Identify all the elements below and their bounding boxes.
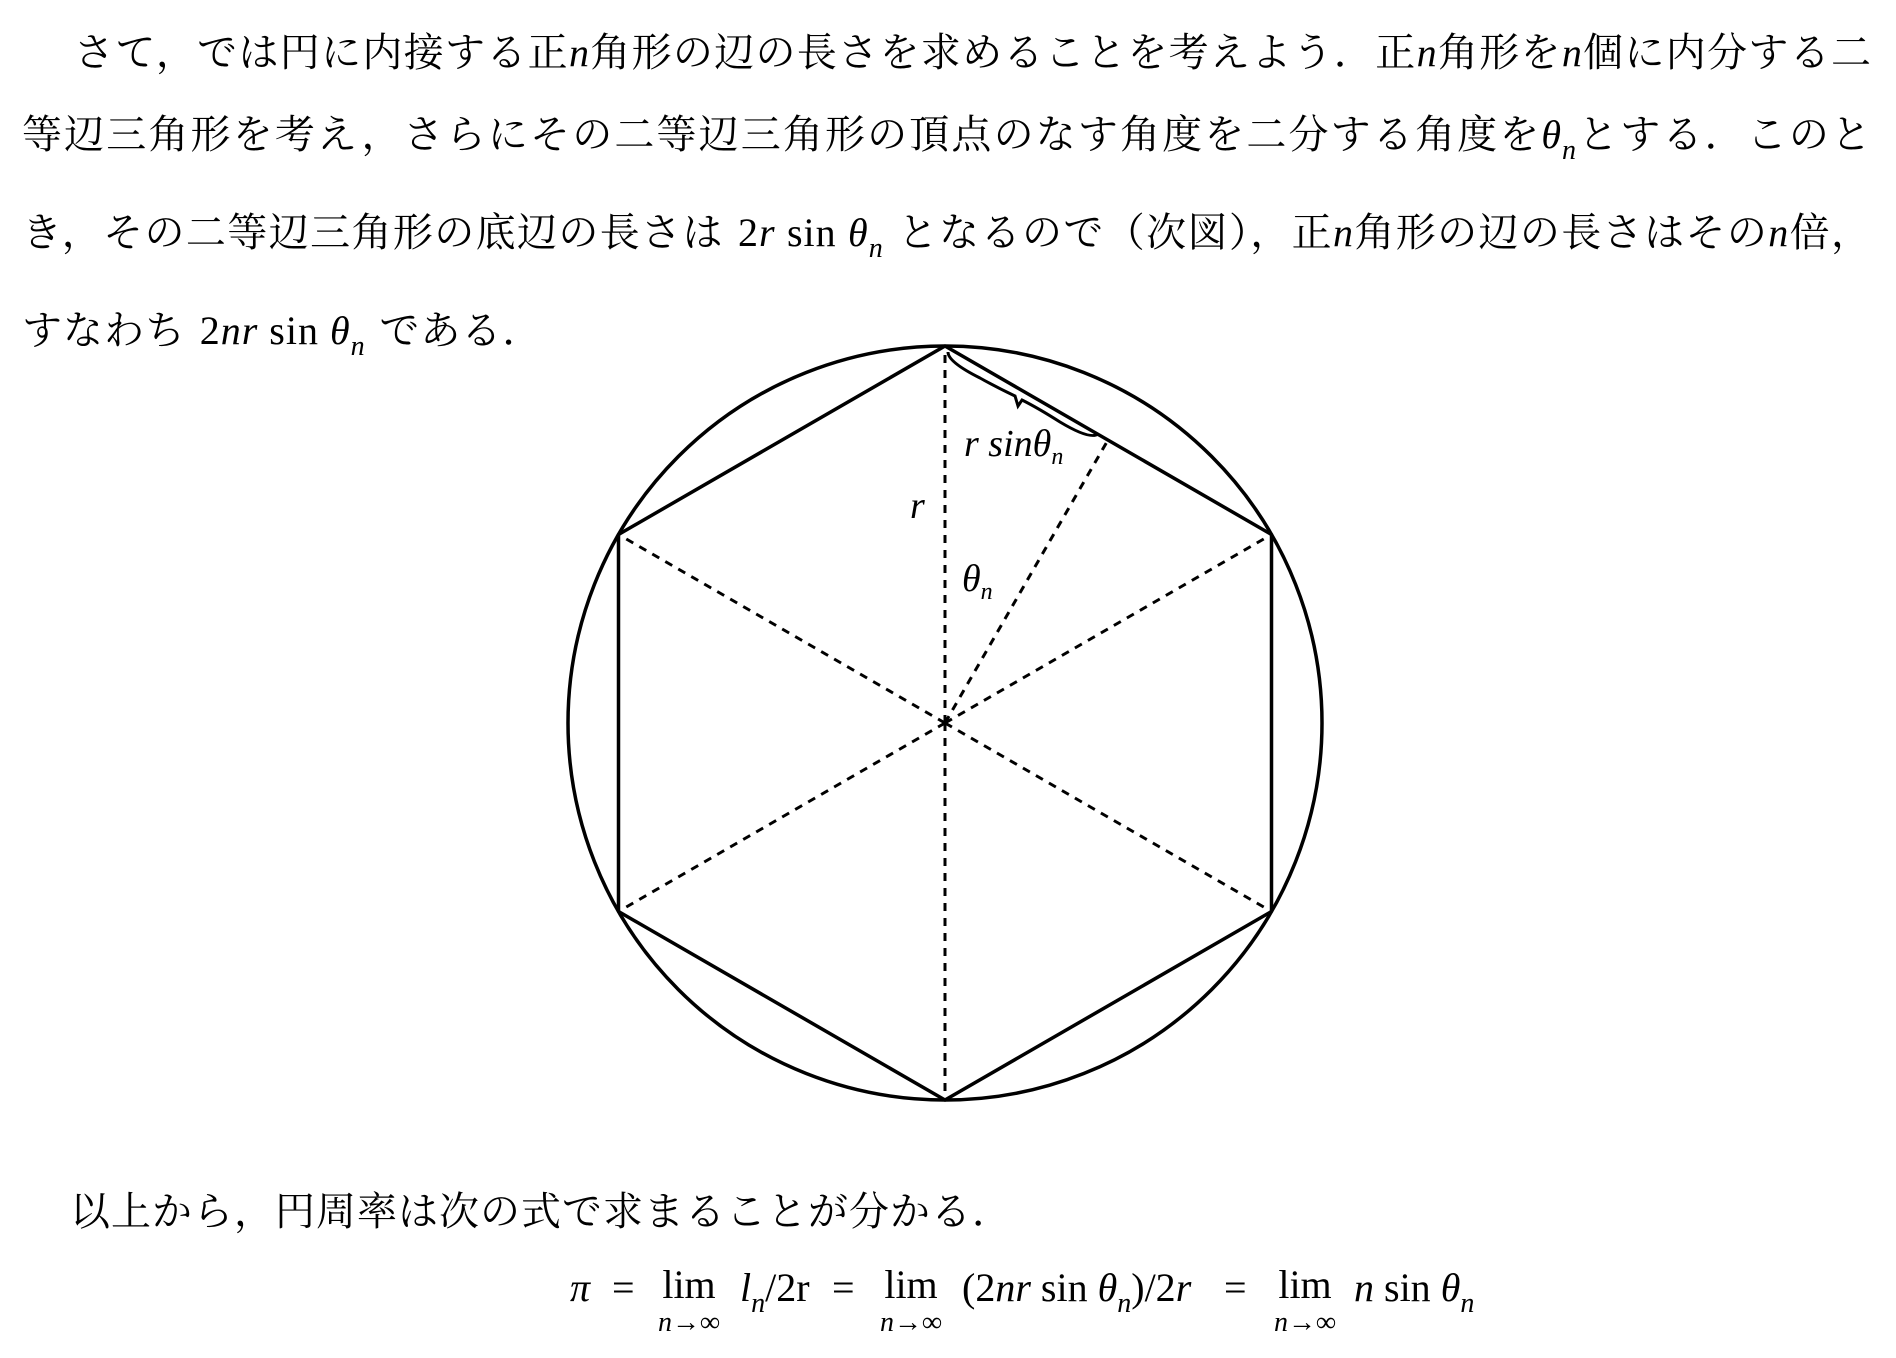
text-segment: 個に内分する二等辺三角形を考え，さらにその二等辺三角形の頂点のなす角度を二分する角度を bbox=[22, 30, 1873, 158]
hexagon-diagram bbox=[560, 338, 1330, 1118]
limit-operator bbox=[1270, 1262, 1340, 1338]
label-radius: r bbox=[910, 485, 925, 527]
radius-lower-right bbox=[945, 723, 1272, 912]
math-coefficient: 2 bbox=[738, 210, 760, 256]
label-angle: $\theta_n$ bbox=[962, 558, 993, 605]
lim-word: lim bbox=[662, 1262, 716, 1307]
limit-operator bbox=[654, 1262, 724, 1338]
math-r: r bbox=[759, 210, 776, 256]
math-subscript: n bbox=[1562, 135, 1578, 167]
math-n: n bbox=[1768, 210, 1790, 256]
math-coefficient: 2 bbox=[199, 308, 221, 354]
math-sin: sin bbox=[258, 308, 330, 354]
intro-paragraph bbox=[22, 12, 1872, 389]
math-n: n bbox=[1333, 210, 1355, 256]
math-subscript: n bbox=[350, 331, 366, 363]
text-segment: さて，では円に内接する正 bbox=[74, 30, 569, 76]
formula-term3: n $\sin \theta_n$ bbox=[1354, 1265, 1475, 1320]
lim-word: lim bbox=[884, 1262, 938, 1307]
math-theta: θ bbox=[1541, 112, 1563, 157]
math-nr: nr bbox=[220, 308, 259, 354]
formula-term1: $l_n/2r$ bbox=[740, 1265, 810, 1320]
lim-subscript: n→∞ bbox=[880, 1307, 942, 1338]
lim-subscript: n→∞ bbox=[658, 1307, 720, 1338]
text-segment: となるので（次図），正 bbox=[883, 210, 1334, 257]
math-n: n bbox=[568, 30, 590, 75]
text-segment: 角形の辺の長さはその bbox=[1354, 210, 1769, 257]
math-subscript: n bbox=[868, 233, 884, 265]
text-segment: 角形の辺の長さを求めることを考えよう．正 bbox=[589, 30, 1417, 76]
math-theta: θ bbox=[329, 308, 351, 354]
math-n: n bbox=[1416, 30, 1438, 75]
math-theta: θ bbox=[848, 210, 869, 256]
formula-equals: = bbox=[832, 1265, 855, 1310]
text-segment: とする．このとき，その二等辺三角形の底辺の長さは bbox=[22, 112, 1872, 257]
lim-word: lim bbox=[1278, 1262, 1332, 1307]
formula-term2: (2nr $\sin \theta_n)/2r$ bbox=[962, 1265, 1192, 1320]
text-segment: 角形を bbox=[1437, 30, 1562, 76]
radius-upper-left bbox=[619, 535, 946, 724]
conclusion-paragraph: 以上から，円周率は次の式で求まることが分かる． bbox=[70, 1189, 1013, 1235]
formula-pi: π bbox=[570, 1265, 591, 1310]
lim-subscript: n→∞ bbox=[1274, 1307, 1336, 1338]
limit-operator bbox=[876, 1262, 946, 1338]
text-segment: である． bbox=[365, 308, 544, 355]
hexagon-figure bbox=[560, 338, 1330, 1118]
radius-lower-left bbox=[619, 723, 946, 912]
formula-equals: = bbox=[1224, 1265, 1247, 1310]
radius-upper-right bbox=[945, 535, 1272, 724]
label-side-length: r sinθ$_n$ bbox=[964, 423, 1064, 470]
formula-equals: = bbox=[612, 1265, 635, 1310]
math-n: n bbox=[1561, 30, 1583, 75]
text-segment: 倍，すなわち bbox=[22, 210, 1873, 355]
math-sin: sin bbox=[775, 210, 849, 256]
